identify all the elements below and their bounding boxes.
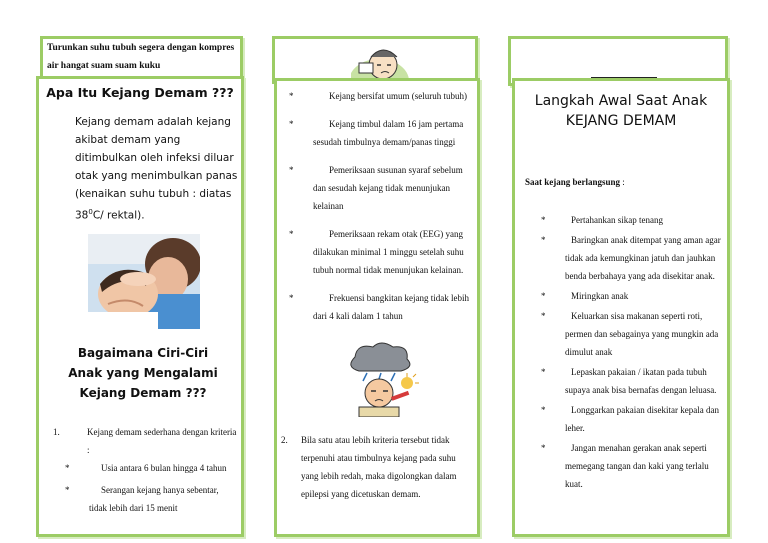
top-note: Turunkan suhu tubuh segera dengan kompres air hangat suam suam kuku	[47, 43, 235, 71]
heading-characteristics: Bagaimana Ciri-Ciri Anak yang Mengalami Kejang Demam ???	[68, 346, 218, 400]
bullet-star: *	[289, 91, 294, 101]
definition-text: Kejang demam adalah kejang akibat demam yang ditimbulkan oleh infeksi diluar otak yang menimbulkan panas (kenaikan suhu tubuh : diatas $38^0C/$ rektal).	[75, 116, 238, 222]
panel-2-back-frame	[272, 36, 478, 84]
list-item: * Usia antara 6 bulan hingga 4 tahun	[65, 459, 237, 477]
list-number: 2.	[281, 435, 288, 445]
panel-1	[36, 76, 244, 537]
sick-child-photo	[88, 234, 200, 329]
list-number: 1.	[53, 427, 60, 437]
page-title: Langkah Awal Saat Anak KEJANG DEMAM	[534, 93, 708, 129]
list-item: * Kejang bersifat umum (seluruh tubuh)	[289, 87, 477, 105]
bullet-star: *	[541, 367, 546, 377]
list-item: * Lepaskan pakaian / ikatan pada tubuh supaya anak bisa bernafas dengan leluasa.	[541, 363, 723, 399]
steps-list	[541, 211, 723, 493]
bullet-star: *	[65, 485, 70, 495]
bullet-star: *	[289, 229, 294, 239]
criteria-bullets	[65, 459, 237, 517]
feverish-child-illustration	[337, 339, 421, 417]
criteria-list-item	[53, 423, 238, 459]
bullet-star: *	[541, 311, 546, 321]
bullet-star: *	[289, 293, 294, 303]
panel-1-back-frame	[40, 36, 243, 80]
list-item: * Baringkan anak ditempat yang aman agar tidak ada kemungkinan jatuh dan jauhkan benda berbahaya yang ada disekitar anak.	[541, 231, 723, 285]
criteria-item-2	[281, 431, 471, 503]
list-item: * Longgarkan pakaian disekitar kepala dan leher.	[541, 401, 723, 437]
sick-face-illustration	[351, 43, 411, 83]
bullet-star: *	[541, 235, 546, 245]
list-item: * Pemeriksaan susunan syaraf sebelum dan sesudah kejang tidak menunjukan kelainan	[289, 161, 477, 215]
bullet-star: *	[289, 119, 294, 129]
bullet-star: *	[541, 215, 546, 225]
bullet-star: *	[541, 291, 546, 301]
list-text: Bila satu atau lebih kriteria tersebut tidak terpenuhi atau timbulnya kejang pada suhu yang lebih redah, maka digolongkan dalam epilepsi yang dicetuskan demam.	[301, 435, 457, 499]
bullet-star: *	[541, 443, 546, 453]
list-item: * Jangan menahan gerakan anak seperti memegang tangan dan kaki yang terlalu kuat.	[541, 439, 723, 493]
list-item: * Serangan kejang hanya sebentar, tidak lebih dari 15 menit	[65, 481, 237, 517]
panel-2	[274, 78, 480, 537]
list-item: * Frekuensi bangkitan kejang tidak lebih dari 4 kali dalam 1 tahun	[289, 289, 477, 325]
list-item: * Pertahankan sikap tenang	[541, 211, 723, 229]
criteria-bullets-continued	[289, 87, 477, 325]
subheading-during-seizure: Saat kejang berlangsung :	[525, 177, 625, 187]
list-item: * Miringkan anak	[541, 287, 723, 305]
bullet-star: *	[65, 463, 70, 473]
panel-3	[512, 78, 730, 537]
bullet-star: *	[541, 405, 546, 415]
list-item: * Keluarkan sisa makanan seperti roti, permen dan sebagainya yang mungkin ada dimulut anak	[541, 307, 723, 361]
bullet-star: *	[289, 165, 294, 175]
list-text: Kejang demam sederhana dengan kriteria :	[87, 427, 237, 455]
list-item: * Pemeriksaan rekam otak (EEG) yang dilakukan minimal 1 minggu setelah suhu tubuh normal tidak menunjukan kelainan.	[289, 225, 477, 279]
list-item: * Kejang timbul dalam 16 jam pertama sesudah timbulnya demam/panas tinggi	[289, 115, 477, 151]
heading-what-is: Apa Itu Kejang Demam ???	[46, 85, 234, 100]
